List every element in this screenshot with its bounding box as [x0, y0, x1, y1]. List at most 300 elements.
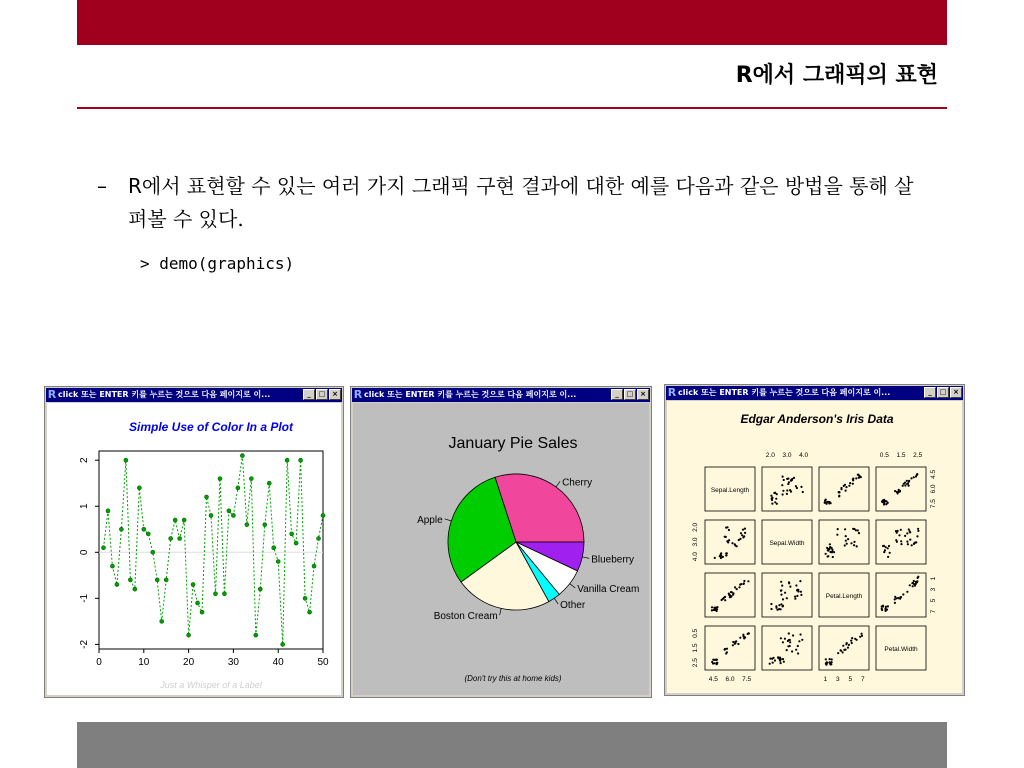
data-point	[847, 647, 849, 649]
data-point	[884, 609, 886, 611]
data-point	[744, 528, 746, 530]
data-point	[240, 454, 244, 458]
slice-label: Cherry	[562, 477, 593, 489]
data-point	[887, 547, 889, 549]
data-point	[830, 663, 832, 665]
data-point	[724, 648, 726, 650]
maximize-button[interactable]: □	[316, 389, 328, 400]
data-point	[263, 523, 267, 527]
data-point	[825, 662, 827, 664]
data-point	[840, 488, 842, 490]
pairs-panel	[819, 520, 869, 564]
data-point	[799, 580, 801, 582]
data-point	[784, 592, 786, 594]
data-point	[720, 552, 722, 554]
data-point	[910, 477, 912, 479]
data-point	[827, 555, 829, 557]
axis-tick-label: 7	[930, 609, 937, 614]
data-point	[829, 661, 831, 663]
data-point	[882, 605, 884, 607]
axis-tick-label: 6.0	[930, 484, 937, 494]
x-tick-label: 10	[138, 657, 150, 668]
data-point	[824, 500, 826, 502]
data-point	[133, 587, 137, 591]
axis-tick-label: 6.0	[725, 676, 735, 683]
data-point	[898, 534, 900, 536]
y-tick-label: 2	[79, 457, 90, 463]
data-point	[800, 594, 802, 596]
data-point	[778, 604, 780, 606]
data-point	[850, 542, 852, 544]
data-point	[846, 642, 848, 644]
data-point	[169, 536, 173, 540]
data-point	[797, 652, 799, 654]
axis-tick-label: 7	[860, 676, 865, 683]
r-graphics-window-2[interactable]	[350, 386, 652, 698]
slice-leader	[500, 608, 502, 615]
minimize-button[interactable]: _	[924, 387, 936, 398]
data-point	[800, 486, 802, 488]
data-point	[213, 592, 217, 596]
r-logo-icon: R	[47, 388, 57, 401]
data-point	[714, 557, 716, 559]
data-point	[742, 529, 744, 531]
window-controls	[923, 387, 962, 397]
data-point	[848, 485, 850, 487]
data-point	[917, 528, 919, 530]
data-point	[160, 619, 164, 623]
pairs-panel	[876, 573, 926, 617]
data-point	[848, 644, 850, 646]
data-point	[782, 658, 784, 660]
data-point	[844, 544, 846, 546]
slice-leader	[554, 598, 558, 604]
data-point	[836, 534, 838, 536]
data-point	[796, 595, 798, 597]
data-point	[732, 594, 734, 596]
data-point	[254, 633, 258, 637]
data-point	[716, 659, 718, 661]
data-point	[883, 551, 885, 553]
data-point	[722, 556, 724, 558]
data-point	[744, 532, 746, 534]
axis-tick-label: 4.5	[708, 676, 718, 683]
slice-label: Vanilla Cream	[577, 583, 640, 595]
x-tick-label: 50	[317, 657, 329, 668]
data-point	[780, 581, 782, 583]
data-point	[881, 500, 883, 502]
data-point	[789, 639, 791, 641]
data-point	[906, 591, 908, 593]
data-point	[794, 596, 796, 598]
variable-label: Petal.Length	[825, 593, 863, 600]
data-point	[732, 644, 734, 646]
data-point	[245, 523, 249, 527]
data-point	[829, 543, 831, 545]
data-point	[719, 555, 721, 557]
data-point	[882, 545, 884, 547]
slice-leader	[556, 481, 560, 487]
data-point	[900, 543, 902, 545]
data-point	[770, 495, 772, 497]
data-point	[182, 518, 186, 522]
data-point	[782, 493, 784, 495]
x-tick-label: 40	[272, 657, 284, 668]
data-point	[781, 585, 783, 587]
r-logo-icon: R	[353, 388, 363, 401]
data-point	[797, 589, 799, 591]
data-point	[725, 536, 727, 538]
window-title: click 또는 ENTER 키를 누르는 것으로 다음 페이지로 이...	[364, 390, 577, 399]
data-point	[725, 527, 727, 529]
data-point	[728, 539, 730, 541]
plot-title: January Pie Sales	[448, 435, 578, 452]
data-point	[231, 513, 235, 517]
data-point	[272, 546, 276, 550]
x-tick-label: 30	[227, 657, 239, 668]
r-graphics-window-3[interactable]	[664, 384, 965, 696]
data-point	[716, 606, 718, 608]
data-point	[196, 601, 200, 605]
data-point	[913, 476, 915, 478]
data-point	[236, 486, 240, 490]
window-titlebar[interactable]	[46, 388, 342, 402]
data-point	[825, 658, 827, 660]
data-point	[782, 490, 784, 492]
axis-tick-label: 3	[930, 587, 937, 592]
data-point	[856, 545, 858, 547]
data-point	[845, 490, 847, 492]
data-point	[789, 641, 791, 643]
data-point	[777, 656, 779, 658]
data-point	[771, 498, 773, 500]
title-divider	[77, 107, 947, 109]
data-point	[847, 538, 849, 540]
data-point	[853, 528, 855, 530]
axis-tick-label: 1.5	[896, 452, 906, 459]
data-point	[830, 502, 832, 504]
data-point	[844, 528, 846, 530]
data-point	[779, 660, 781, 662]
data-point	[909, 531, 911, 533]
data-point	[146, 532, 150, 536]
data-point	[853, 544, 855, 546]
bullet-lead: R	[128, 174, 142, 198]
variable-label: Petal.Width	[884, 646, 918, 653]
data-point	[826, 501, 828, 503]
pie-chart	[353, 403, 649, 695]
data-point	[889, 552, 891, 554]
data-point	[917, 577, 919, 579]
data-point	[713, 659, 715, 661]
data-point	[843, 649, 845, 651]
plot-title: Edgar Anderson's Iris Data	[740, 412, 894, 426]
data-point	[205, 495, 209, 499]
data-point	[832, 556, 834, 558]
data-point	[772, 662, 774, 664]
data-point	[902, 593, 904, 595]
data-point	[855, 477, 857, 479]
data-point	[829, 551, 831, 553]
data-point	[881, 609, 883, 611]
data-point	[787, 478, 789, 480]
data-point	[736, 588, 738, 590]
data-point	[782, 605, 784, 607]
data-point	[187, 633, 191, 637]
data-point	[276, 560, 280, 564]
data-point	[829, 658, 831, 660]
data-point	[858, 475, 860, 477]
data-point	[786, 597, 788, 599]
plot-subtitle: Just a Whisper of a Label	[160, 680, 262, 690]
maximize-button[interactable]: □	[937, 387, 949, 398]
data-point	[854, 638, 856, 640]
data-point	[904, 482, 906, 484]
data-point	[780, 637, 782, 639]
data-point	[726, 651, 728, 653]
data-point	[281, 642, 285, 646]
data-point	[321, 513, 325, 517]
data-point	[797, 645, 799, 647]
data-point	[825, 553, 827, 555]
data-point	[711, 606, 713, 608]
data-point	[774, 501, 776, 503]
data-point	[720, 557, 722, 559]
data-point	[726, 648, 728, 650]
data-point	[294, 541, 298, 545]
data-point	[775, 607, 777, 609]
data-point	[915, 581, 917, 583]
data-point	[128, 578, 132, 582]
data-point	[837, 528, 839, 530]
pairs-panel	[762, 467, 812, 511]
data-point	[907, 543, 909, 545]
data-point	[908, 485, 910, 487]
data-point	[916, 474, 918, 476]
data-point	[900, 529, 902, 531]
data-point	[249, 477, 253, 481]
close-button[interactable]: ×	[950, 387, 962, 398]
plot-title: Simple Use of Color In a Plot	[128, 420, 294, 434]
data-point	[787, 640, 789, 642]
data-point	[840, 650, 842, 652]
data-point	[730, 596, 732, 598]
data-point	[913, 580, 915, 582]
data-point	[906, 480, 908, 482]
data-point	[858, 532, 860, 534]
footer-band	[77, 722, 947, 768]
data-point	[784, 638, 786, 640]
data-point	[858, 477, 860, 479]
y-tick-label: -1	[79, 593, 90, 603]
axis-tick-label: 5	[930, 598, 937, 603]
data-point	[736, 545, 738, 547]
data-point	[852, 483, 854, 485]
data-point	[827, 550, 829, 552]
pairs-panel	[762, 573, 812, 617]
data-point	[786, 493, 788, 495]
data-point	[737, 643, 739, 645]
data-point	[783, 661, 785, 663]
data-point	[730, 591, 732, 593]
slice-label: Apple	[417, 514, 443, 526]
data-point	[845, 535, 847, 537]
plot-canvas-2	[353, 403, 649, 695]
data-point	[831, 658, 833, 660]
data-point	[795, 649, 797, 651]
data-point	[724, 599, 726, 601]
data-point	[916, 535, 918, 537]
data-point	[775, 498, 777, 500]
axis-tick-label: 2.0	[692, 522, 699, 532]
data-point	[786, 489, 788, 491]
data-point	[909, 539, 911, 541]
slide-title: R에서 그래픽의 표현	[735, 63, 938, 88]
data-point	[731, 542, 733, 544]
data-point	[742, 536, 744, 538]
variable-label: Sepal.Width	[769, 540, 805, 547]
data-point	[119, 527, 123, 531]
data-point	[258, 587, 262, 591]
data-point	[787, 645, 789, 647]
data-point	[857, 529, 859, 531]
series-line	[104, 456, 324, 645]
data-point	[824, 502, 826, 504]
data-point	[728, 529, 730, 531]
minimize-button[interactable]: _	[611, 389, 623, 400]
pairs-panel	[705, 520, 755, 564]
data-point	[781, 484, 783, 486]
x-tick-label: 20	[183, 657, 195, 668]
data-point	[887, 502, 889, 504]
axis-tick-label: 1	[930, 576, 937, 581]
axis-tick-label: 0.5	[692, 628, 699, 638]
r-logo-icon: R	[667, 386, 677, 399]
y-tick-label: 1	[79, 503, 90, 510]
data-point	[789, 586, 791, 588]
data-point	[908, 528, 910, 530]
window-controls	[302, 389, 341, 399]
data-point	[900, 540, 902, 542]
data-point	[222, 592, 226, 596]
axis-tick-label: 7.5	[930, 499, 937, 509]
data-point	[788, 632, 790, 634]
slice-leader	[445, 519, 452, 521]
r-graphics-window-1[interactable]	[44, 386, 344, 698]
data-point	[742, 635, 744, 637]
data-point	[897, 597, 899, 599]
data-point	[887, 556, 889, 558]
data-point	[851, 642, 853, 644]
y-tick-label: 0	[79, 549, 90, 556]
window-controls	[610, 389, 649, 399]
data-point	[853, 541, 855, 543]
plot-frame	[99, 451, 323, 649]
data-point	[728, 593, 730, 595]
data-point	[786, 649, 788, 651]
data-point	[838, 491, 840, 493]
data-point	[218, 477, 222, 481]
data-point	[191, 583, 195, 587]
data-point	[106, 509, 110, 513]
data-point	[917, 530, 919, 532]
data-point	[833, 551, 835, 553]
data-point	[774, 659, 776, 661]
data-point	[906, 532, 908, 534]
data-point	[792, 634, 794, 636]
data-point	[830, 547, 832, 549]
data-point	[227, 509, 231, 513]
bullet-paragraph	[128, 170, 928, 236]
data-point	[743, 580, 745, 582]
data-point	[846, 543, 848, 545]
close-button[interactable]: ×	[329, 389, 341, 400]
data-point	[769, 663, 771, 665]
window-title: click 또는 ENTER 키를 누르는 것으로 다음 페이지로 이...	[58, 390, 271, 399]
data-point	[782, 476, 784, 478]
line-plot	[47, 403, 341, 695]
data-point	[826, 547, 828, 549]
data-point	[780, 589, 782, 591]
data-point	[911, 582, 913, 584]
axis-tick-label: 4.0	[799, 452, 809, 459]
data-point	[200, 610, 204, 614]
window-title: click 또는 ENTER 키를 누르는 것으로 다음 페이지로 이...	[678, 388, 891, 397]
data-point	[800, 591, 802, 593]
data-point	[770, 603, 772, 605]
axis-tick-label: 4.5	[930, 469, 937, 479]
data-point	[115, 583, 119, 587]
data-point	[739, 538, 741, 540]
data-point	[725, 554, 727, 556]
data-point	[888, 545, 890, 547]
pairs-plot	[667, 401, 962, 693]
data-point	[726, 552, 728, 554]
data-point	[178, 536, 182, 540]
bullet-marker: –	[97, 174, 107, 198]
data-point	[740, 532, 742, 534]
data-point	[904, 484, 906, 486]
data-point	[842, 645, 844, 647]
axis-tick-label: 3	[835, 676, 840, 683]
close-button[interactable]: ×	[637, 389, 649, 400]
window-titlebar[interactable]	[666, 386, 963, 400]
data-point	[795, 584, 797, 586]
data-point	[712, 662, 714, 664]
window-titlebar[interactable]	[352, 388, 650, 402]
data-point	[850, 640, 852, 642]
data-point	[714, 608, 716, 610]
data-point	[124, 458, 128, 462]
data-point	[142, 527, 146, 531]
axis-tick-label: 3.0	[692, 537, 699, 547]
data-point	[743, 582, 745, 584]
data-point	[173, 518, 177, 522]
data-point	[915, 583, 917, 585]
data-point	[771, 503, 773, 505]
data-point	[101, 546, 105, 550]
minimize-button[interactable]: _	[303, 389, 315, 400]
data-point	[895, 539, 897, 541]
maximize-button[interactable]: □	[624, 389, 636, 400]
data-point	[801, 639, 803, 641]
slice-label: Boston Cream	[433, 611, 498, 623]
data-point	[790, 480, 792, 482]
data-point	[838, 495, 840, 497]
axis-tick-label: 1.5	[692, 643, 699, 653]
data-point	[899, 490, 901, 492]
data-point	[732, 641, 734, 643]
